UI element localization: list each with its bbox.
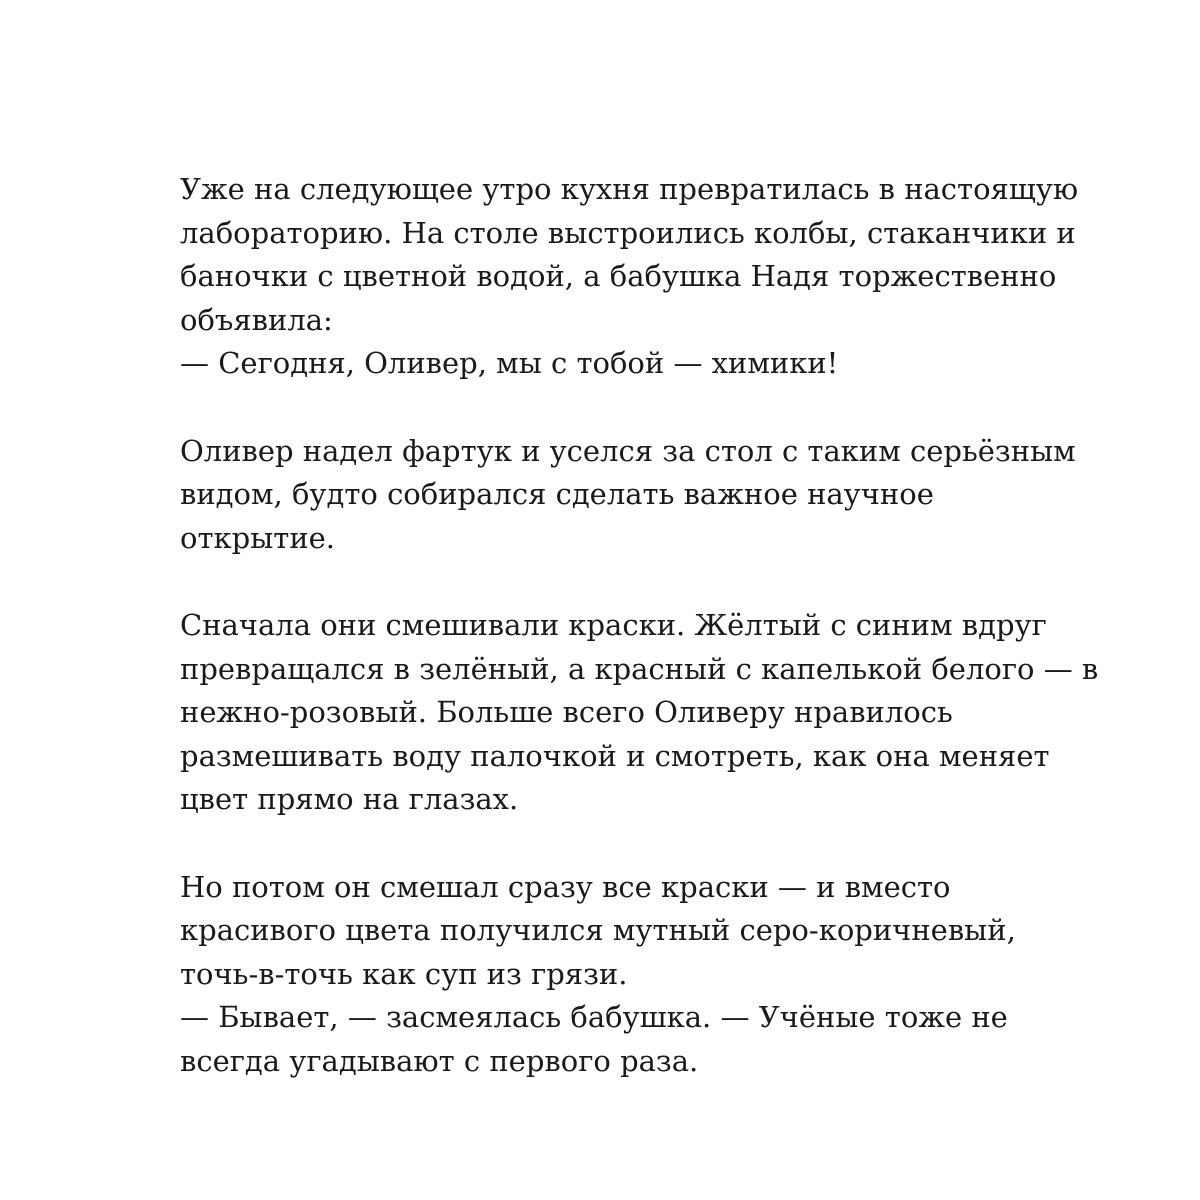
text-line: размешивать воду палочкой и смотреть, как она меняет	[180, 738, 1050, 773]
text-line: цвет прямо на глазах.	[180, 782, 519, 817]
story-text	[180, 168, 1099, 1083]
text-line: лабораторию. На столе выстроились колбы, стаканчики и	[180, 215, 1076, 250]
text-line: красивого цвета получился мутный серо-коричневый,	[180, 913, 1016, 948]
paragraph-3	[180, 604, 1099, 822]
text-line: видом, будто собирался сделать важное научное	[180, 477, 934, 512]
text-line: объявила:	[180, 302, 333, 337]
dialogue-line: — Бывает, — засмеялась бабушка. — Учёные тоже не	[180, 1000, 1008, 1035]
paragraph-gap	[180, 560, 1080, 604]
dialogue-line: — Сегодня, Оливер, мы с тобой — химики!	[180, 346, 839, 381]
text-line: открытие.	[180, 520, 336, 555]
paragraph-1	[180, 168, 1080, 386]
paragraph-gap	[180, 386, 1080, 430]
text-line: Оливер надел фартук и уселся за стол с таким серьёзным	[180, 433, 1076, 468]
text-line: баночки с цветной водой, а бабушка Надя торжественно	[180, 259, 1057, 294]
text-line: нежно-розовый. Больше всего Оливеру нравилось	[180, 695, 953, 730]
paragraph-2	[180, 430, 1080, 561]
text-line: Но потом он смешал сразу все краски — и вместо	[180, 869, 951, 904]
text-line: Сначала они смешивали краски. Жёлтый с синим вдруг	[180, 607, 1047, 642]
paragraph-gap	[180, 822, 1080, 866]
dialogue-line: всегда угадывают с первого раза.	[180, 1043, 699, 1078]
text-line: точь-в-точь как суп из грязи.	[180, 956, 628, 991]
text-line: Уже на следующее утро кухня превратилась в настоящую	[180, 172, 1079, 206]
text-line: превращался в зелёный, а красный с капелькой белого — в	[180, 651, 1099, 686]
paragraph-4	[180, 866, 1080, 1084]
